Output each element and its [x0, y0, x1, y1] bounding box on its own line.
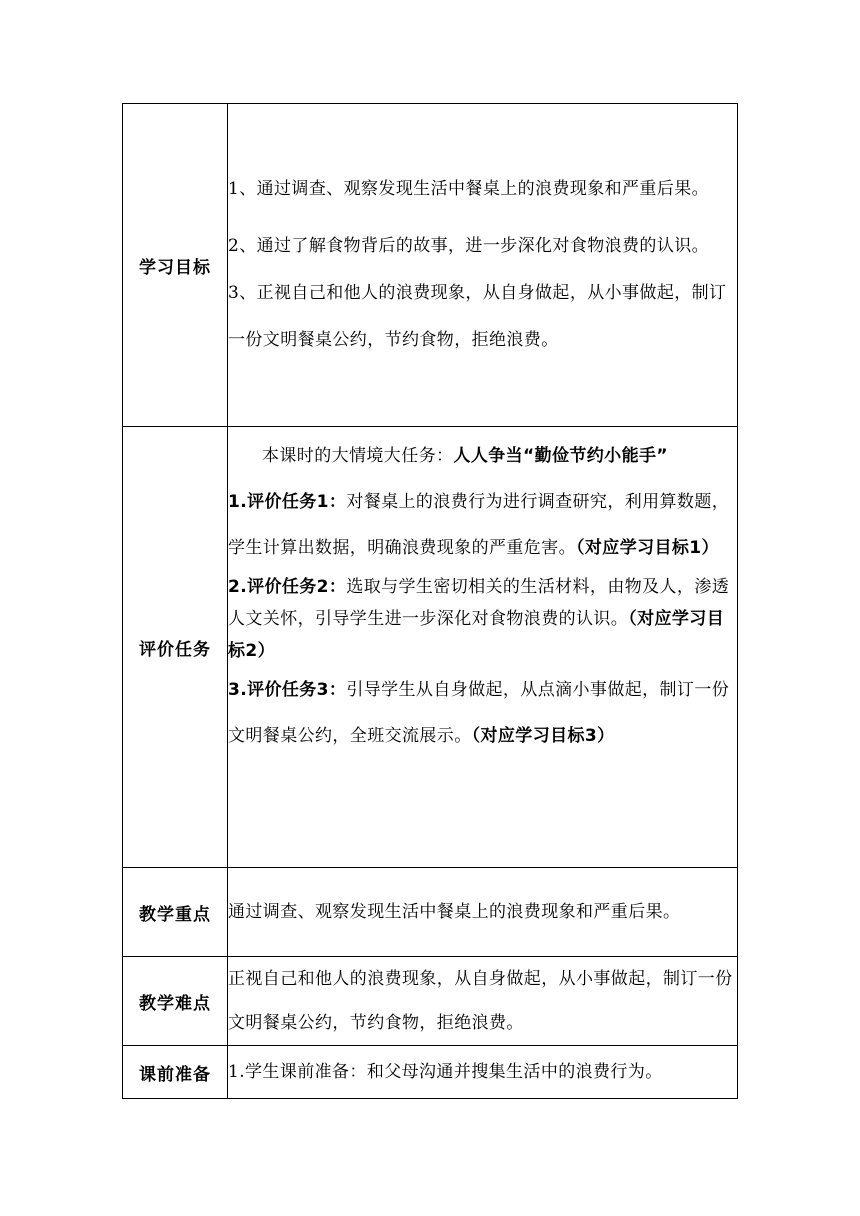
difficulties-content	[228, 957, 738, 1046]
task-text: 引导学生从自身做起，从点滴小事做起，制订一份文明餐桌公约，全班交流展示。	[228, 680, 730, 746]
row-label-preparation: 课前准备	[123, 1046, 228, 1099]
task-title: 1.评价任务1：	[228, 492, 347, 512]
task-title: 2.评价任务2：	[228, 577, 347, 597]
key-points-content	[228, 868, 738, 957]
task-reference: （对应学习目标2）	[228, 609, 725, 661]
task-item	[228, 571, 737, 667]
difficulties-text: 正视自己和他人的浪费现象，从自身做起，从小事做起，制订一份文明餐桌公约，节约食物，拒绝浪费。	[228, 969, 733, 1033]
objectives-content	[228, 104, 738, 427]
preparation-content	[228, 1046, 738, 1099]
key-points-text: 通过调查、观察发现生活中餐桌上的浪费现象和严重后果。	[228, 902, 681, 922]
tasks-intro	[228, 433, 737, 479]
task-reference: （对应学习目标1）	[576, 538, 719, 558]
row-label-tasks: 评价任务	[123, 427, 228, 868]
row-label-difficulties: 教学难点	[123, 957, 228, 1046]
task-text: 对餐桌上的浪费行为进行调查研究，利用算数题，学生计算出数据，明确浪费现象的严重危害。	[228, 492, 730, 558]
tasks-content	[228, 427, 738, 868]
task-item	[228, 479, 737, 571]
table-row	[123, 104, 738, 427]
row-label-key-points: 教学重点	[123, 868, 228, 957]
table-row	[123, 957, 738, 1046]
task-reference: （对应学习目标3）	[471, 726, 615, 746]
table-row	[123, 868, 738, 957]
table-row	[123, 1046, 738, 1099]
tasks-intro-highlight: 人人争当“勤俭节约小能手”	[453, 446, 668, 466]
preparation-text: 1.学生课前准备：和父母沟通并搜集生活中的浪费行为。	[228, 1062, 663, 1082]
task-title: 3.评价任务3：	[228, 680, 347, 700]
objective-item: 1、通过调查、观察发现生活中餐桌上的浪费现象和严重后果。	[228, 179, 710, 199]
task-item	[228, 667, 737, 759]
row-label-objectives: 学习目标	[123, 104, 228, 427]
objective-item: 2、通过了解食物背后的故事，进一步深化对食物浪费的认识。	[228, 236, 710, 256]
lesson-plan-table	[122, 103, 738, 1099]
objective-item: 3、正视自己和他人的浪费现象，从自身做起，从小事做起，制订一份文明餐桌公约，节约食物，拒绝浪费。	[228, 283, 727, 350]
tasks-intro-text: 本课时的大情境大任务：	[262, 446, 454, 466]
task-text: 选取与学生密切相关的生活材料，由物及人，渗透人文关怀，引导学生进一步深化对食物浪费的认识。	[228, 577, 730, 629]
table-row	[123, 427, 738, 868]
